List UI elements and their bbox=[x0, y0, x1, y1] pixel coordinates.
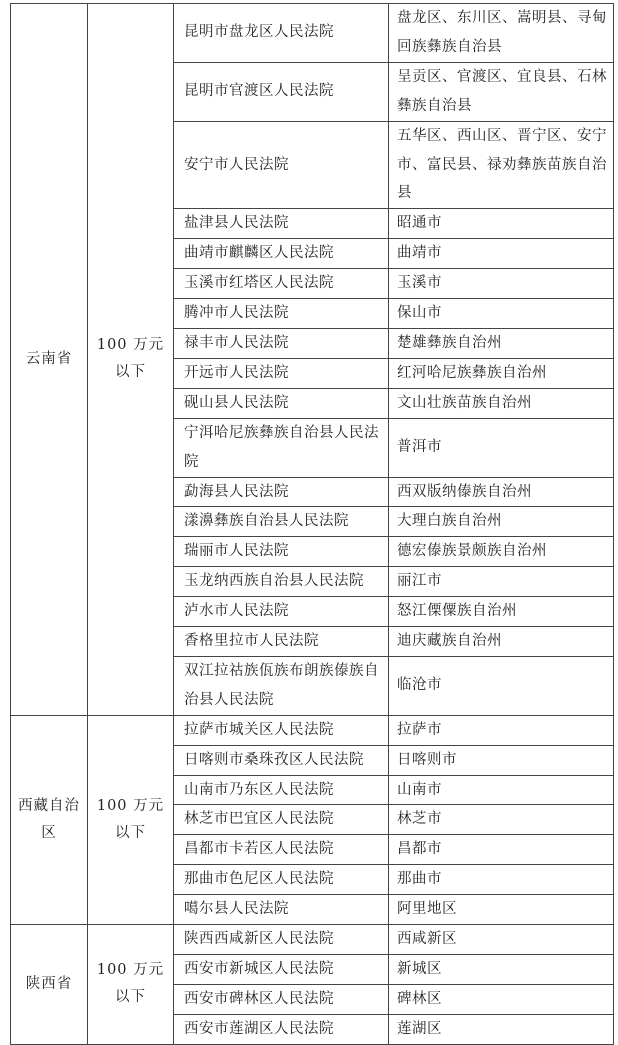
court-cell: 香格里拉市人民法院 bbox=[174, 627, 389, 657]
court-cell: 瑞丽市人民法院 bbox=[174, 537, 389, 567]
court-cell: 拉萨市城关区人民法院 bbox=[174, 715, 389, 745]
table-row bbox=[11, 925, 614, 955]
court-cell: 玉溪市红塔区人民法院 bbox=[174, 269, 389, 299]
court-cell: 西安市莲湖区人民法院 bbox=[174, 1014, 389, 1044]
province-cell: 陕西省 bbox=[11, 925, 88, 1045]
court-cell: 漾濞彝族自治县人民法院 bbox=[174, 507, 389, 537]
court-cell: 双江拉祜族佤族布朗族傣族自治县人民法院 bbox=[174, 656, 389, 715]
court-cell: 昆明市官渡区人民法院 bbox=[174, 62, 389, 121]
area-cell: 林芝市 bbox=[389, 805, 614, 835]
area-cell: 昌都市 bbox=[389, 835, 614, 865]
amount-cell: 100 万元以下 bbox=[88, 925, 174, 1045]
amount-cell: 100 万元以下 bbox=[88, 4, 174, 716]
area-cell: 碑林区 bbox=[389, 984, 614, 1014]
court-cell: 宁洱哈尼族彝族自治县人民法院 bbox=[174, 418, 389, 477]
area-cell: 新城区 bbox=[389, 955, 614, 985]
court-cell: 泸水市人民法院 bbox=[174, 597, 389, 627]
court-cell: 砚山县人民法院 bbox=[174, 388, 389, 418]
court-cell: 昌都市卡若区人民法院 bbox=[174, 835, 389, 865]
area-cell: 莲湖区 bbox=[389, 1014, 614, 1044]
area-cell: 阿里地区 bbox=[389, 895, 614, 925]
area-cell: 保山市 bbox=[389, 299, 614, 329]
court-cell: 昆明市盘龙区人民法院 bbox=[174, 4, 389, 63]
amount-cell: 100 万元以下 bbox=[88, 715, 174, 924]
area-cell: 楚雄彝族自治州 bbox=[389, 328, 614, 358]
court-cell: 腾冲市人民法院 bbox=[174, 299, 389, 329]
area-cell: 红河哈尼族彝族自治州 bbox=[389, 358, 614, 388]
court-cell: 那曲市色尼区人民法院 bbox=[174, 865, 389, 895]
court-cell: 开远市人民法院 bbox=[174, 358, 389, 388]
area-cell: 西咸新区 bbox=[389, 925, 614, 955]
area-cell: 迪庆藏族自治州 bbox=[389, 627, 614, 657]
area-cell: 昭通市 bbox=[389, 209, 614, 239]
area-cell: 曲靖市 bbox=[389, 239, 614, 269]
table-row bbox=[11, 715, 614, 745]
court-cell: 山南市乃东区人民法院 bbox=[174, 775, 389, 805]
area-cell: 五华区、西山区、晋宁区、安宁市、富民县、禄劝彝族苗族自治县 bbox=[389, 121, 614, 209]
area-cell: 怒江傈僳族自治州 bbox=[389, 597, 614, 627]
court-cell: 日喀则市桑珠孜区人民法院 bbox=[174, 745, 389, 775]
court-cell: 禄丰市人民法院 bbox=[174, 328, 389, 358]
area-cell: 山南市 bbox=[389, 775, 614, 805]
court-cell: 噶尔县人民法院 bbox=[174, 895, 389, 925]
court-cell: 安宁市人民法院 bbox=[174, 121, 389, 209]
area-cell: 那曲市 bbox=[389, 865, 614, 895]
court-cell: 盐津县人民法院 bbox=[174, 209, 389, 239]
court-cell: 玉龙纳西族自治县人民法院 bbox=[174, 567, 389, 597]
area-cell: 丽江市 bbox=[389, 567, 614, 597]
area-cell: 文山壮族苗族自治州 bbox=[389, 388, 614, 418]
table-row bbox=[11, 4, 614, 63]
area-cell: 拉萨市 bbox=[389, 715, 614, 745]
jurisdiction-table bbox=[10, 3, 614, 1045]
area-cell: 西双版纳傣族自治州 bbox=[389, 477, 614, 507]
area-cell: 日喀则市 bbox=[389, 745, 614, 775]
area-cell: 大理白族自治州 bbox=[389, 507, 614, 537]
court-cell: 曲靖市麒麟区人民法院 bbox=[174, 239, 389, 269]
court-cell: 陕西西咸新区人民法院 bbox=[174, 925, 389, 955]
area-cell: 盘龙区、东川区、嵩明县、寻甸回族彝族自治县 bbox=[389, 4, 614, 63]
province-cell: 云南省 bbox=[11, 4, 88, 716]
court-cell: 西安市碑林区人民法院 bbox=[174, 984, 389, 1014]
court-cell: 西安市新城区人民法院 bbox=[174, 955, 389, 985]
area-cell: 德宏傣族景颇族自治州 bbox=[389, 537, 614, 567]
area-cell: 临沧市 bbox=[389, 656, 614, 715]
court-cell: 勐海县人民法院 bbox=[174, 477, 389, 507]
area-cell: 普洱市 bbox=[389, 418, 614, 477]
area-cell: 玉溪市 bbox=[389, 269, 614, 299]
area-cell: 呈贡区、官渡区、宜良县、石林彝族自治县 bbox=[389, 62, 614, 121]
court-cell: 林芝市巴宜区人民法院 bbox=[174, 805, 389, 835]
province-cell: 西藏自治区 bbox=[11, 715, 88, 924]
